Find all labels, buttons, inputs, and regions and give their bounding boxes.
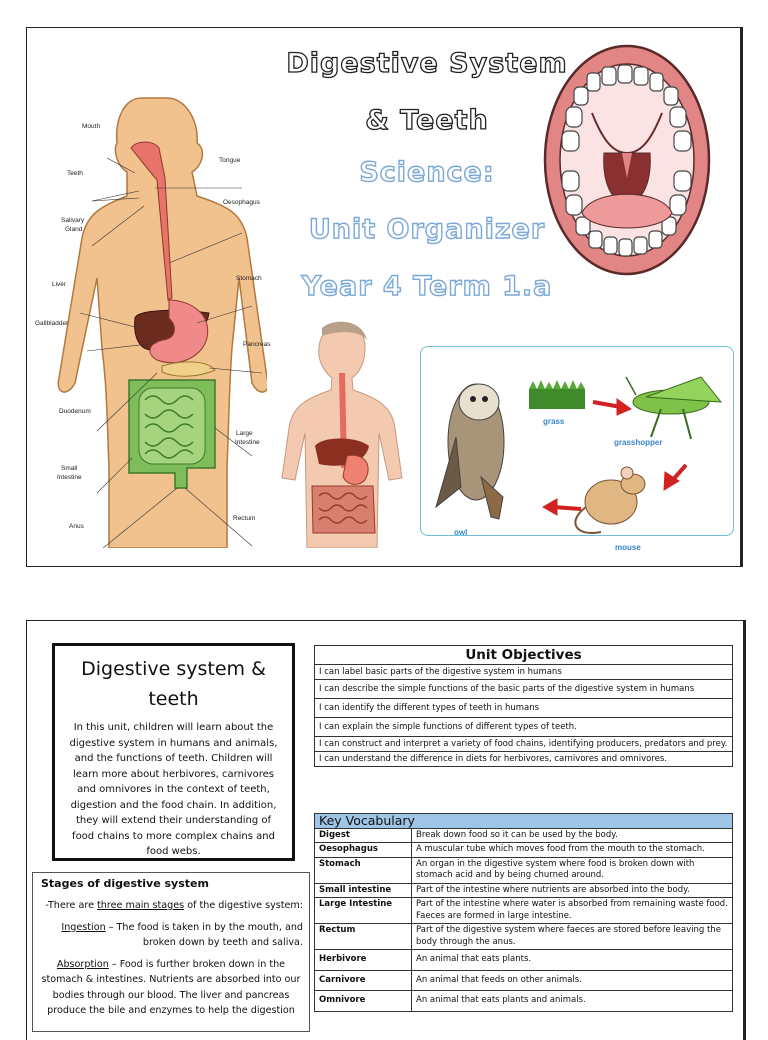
objective-row: I can explain the simple functions of different types of teeth. [315, 718, 733, 737]
vocab-term: Oesophagus [315, 843, 412, 858]
vocabulary-header: Key Vocabulary [315, 814, 733, 829]
vocab-term: Omnivore [315, 991, 412, 1012]
vocab-definition: Part of the intestine where water is absorbed from remaining waste food. Faeces are formed in large intestine. [412, 898, 733, 924]
vocab-definition: Break down food so it can be used by the body. [412, 828, 733, 843]
label-anus: Anus [69, 523, 84, 530]
title-line-2: & Teeth [365, 105, 489, 136]
label-mouth: Mouth [82, 123, 101, 130]
label-oesophagus: Oesophagus [223, 199, 260, 206]
objectives-header: Unit Objectives [315, 646, 733, 665]
grasshopper-image [626, 377, 721, 439]
intro-title: Digestive system & teeth [81, 658, 266, 710]
vocab-row [315, 924, 733, 950]
label-large-intestine: Intestine [235, 439, 260, 446]
title-line-4: Unit Organizer [308, 214, 546, 245]
label-tongue: Tongue [219, 157, 241, 164]
open-mouth-image [542, 43, 712, 278]
stage-absorption-text: – Food is further broken down in the stomach & intestines. Nutrients are absorbed into our bodies through our blood. The liver and pancreas produce the bile and enzymes to help the digestion [41, 958, 301, 1016]
vocab-term: Carnivore [315, 970, 412, 991]
label-liver: Liver [52, 281, 67, 288]
label-owl: owl [454, 528, 468, 537]
vocab-definition: Part of the intestine where nutrients are absorbed into the body. [412, 883, 733, 898]
stages-intro-pre: -There are [45, 900, 98, 911]
food-chain-panel [420, 346, 734, 552]
label-grass: grass [543, 417, 565, 426]
label-teeth: Teeth [67, 170, 83, 177]
vocab-definition: An animal that eats plants. [412, 950, 733, 971]
objective-row: I can label basic parts of the digestive system in humans [315, 665, 733, 680]
label-stomach: Stomach [236, 275, 262, 282]
key-vocabulary-table [314, 813, 733, 1012]
stage-absorption [39, 957, 303, 1019]
objective-row: I can identify the different types of teeth in humans [315, 699, 733, 718]
label-mouse: mouse [615, 543, 641, 552]
vocab-definition: An animal that eats plants and animals. [412, 991, 733, 1012]
label-small: Small [61, 465, 78, 472]
label-grasshopper: grasshopper [614, 438, 663, 447]
vocab-row [315, 883, 733, 898]
label-rectum: Rectum [233, 515, 256, 522]
food-chain-diagram [421, 347, 733, 535]
label-duodenum: Duodenum [59, 408, 91, 415]
vocab-term: Rectum [315, 924, 412, 950]
vocab-row [315, 857, 733, 883]
label-gland: Gland [65, 226, 83, 233]
title-line-5: Year 4 Term 1.a [301, 271, 553, 302]
title-line-3: Science: [359, 157, 495, 188]
label-salivary: Salivary [61, 217, 85, 224]
mouse-image [575, 467, 645, 533]
unit-objectives-table [314, 645, 733, 767]
vocab-row [315, 991, 733, 1012]
grass-image [529, 380, 585, 409]
vocab-definition: An animal that feeds on other animals. [412, 970, 733, 991]
stage-absorption-term: Absorption [56, 958, 109, 970]
stage-ingestion-text: – The food is taken in by the mouth, and broken down by teeth and saliva. [105, 921, 303, 948]
objective-row: I can construct and interpret a variety of food chains, identifying producers, predators and prey. [315, 737, 733, 752]
cover-page [26, 27, 743, 567]
label-pancreas: Pancreas [243, 341, 271, 348]
stage-ingestion-term: Ingestion [61, 921, 106, 933]
vocab-term: Large Intestine [315, 898, 412, 924]
vocab-definition: A muscular tube which moves food from the mouth to the stomach. [412, 843, 733, 858]
vocab-row [315, 828, 733, 843]
vocab-row [315, 898, 733, 924]
vocab-row [315, 950, 733, 971]
vocab-row [315, 843, 733, 858]
owl-image [436, 384, 504, 519]
stages-intro [39, 898, 303, 914]
label-small-intestine: Intestine [57, 474, 82, 481]
vocab-row [315, 970, 733, 991]
vocab-term: Stomach [315, 857, 412, 883]
label-gallbladder: Gallbladder [35, 320, 69, 327]
vocab-term: Small intestine [315, 883, 412, 898]
title-line-1: Digestive System [286, 48, 568, 79]
stages-intro-underlined: three main stages [97, 900, 185, 911]
intro-text: In this unit, children will learn about the digestive system in humans and animals, and the functions of teeth. Children will learn more about herbivores, carnivores and omnivores in the context of teeth, digestion and the food chain. In addition, they will extend their understanding of food chains to more complex chains and food webs. [69, 722, 278, 857]
intro-box [52, 643, 295, 861]
stages-title: Stages of digestive system [41, 877, 209, 890]
stages-box [32, 872, 310, 1032]
stages-intro-post: of the digestive system: [184, 900, 303, 911]
vocab-term: Herbivore [315, 950, 412, 971]
vocab-definition: An organ in the digestive system where food is broken down with stomach acid and by being churned around. [412, 857, 733, 883]
vocab-term: Digest [315, 828, 412, 843]
stage-ingestion [39, 920, 303, 951]
objective-row: I can describe the simple functions of the basic parts of the digestive system in humans [315, 680, 733, 699]
objective-row: I can understand the difference in diets for herbivores, carnivores and omnivores. [315, 752, 733, 767]
label-large: Large [236, 430, 253, 437]
human-digestive-image [277, 318, 407, 548]
vocab-definition: Part of the digestive system where faeces are stored before leaving the body through the anus. [412, 924, 733, 950]
